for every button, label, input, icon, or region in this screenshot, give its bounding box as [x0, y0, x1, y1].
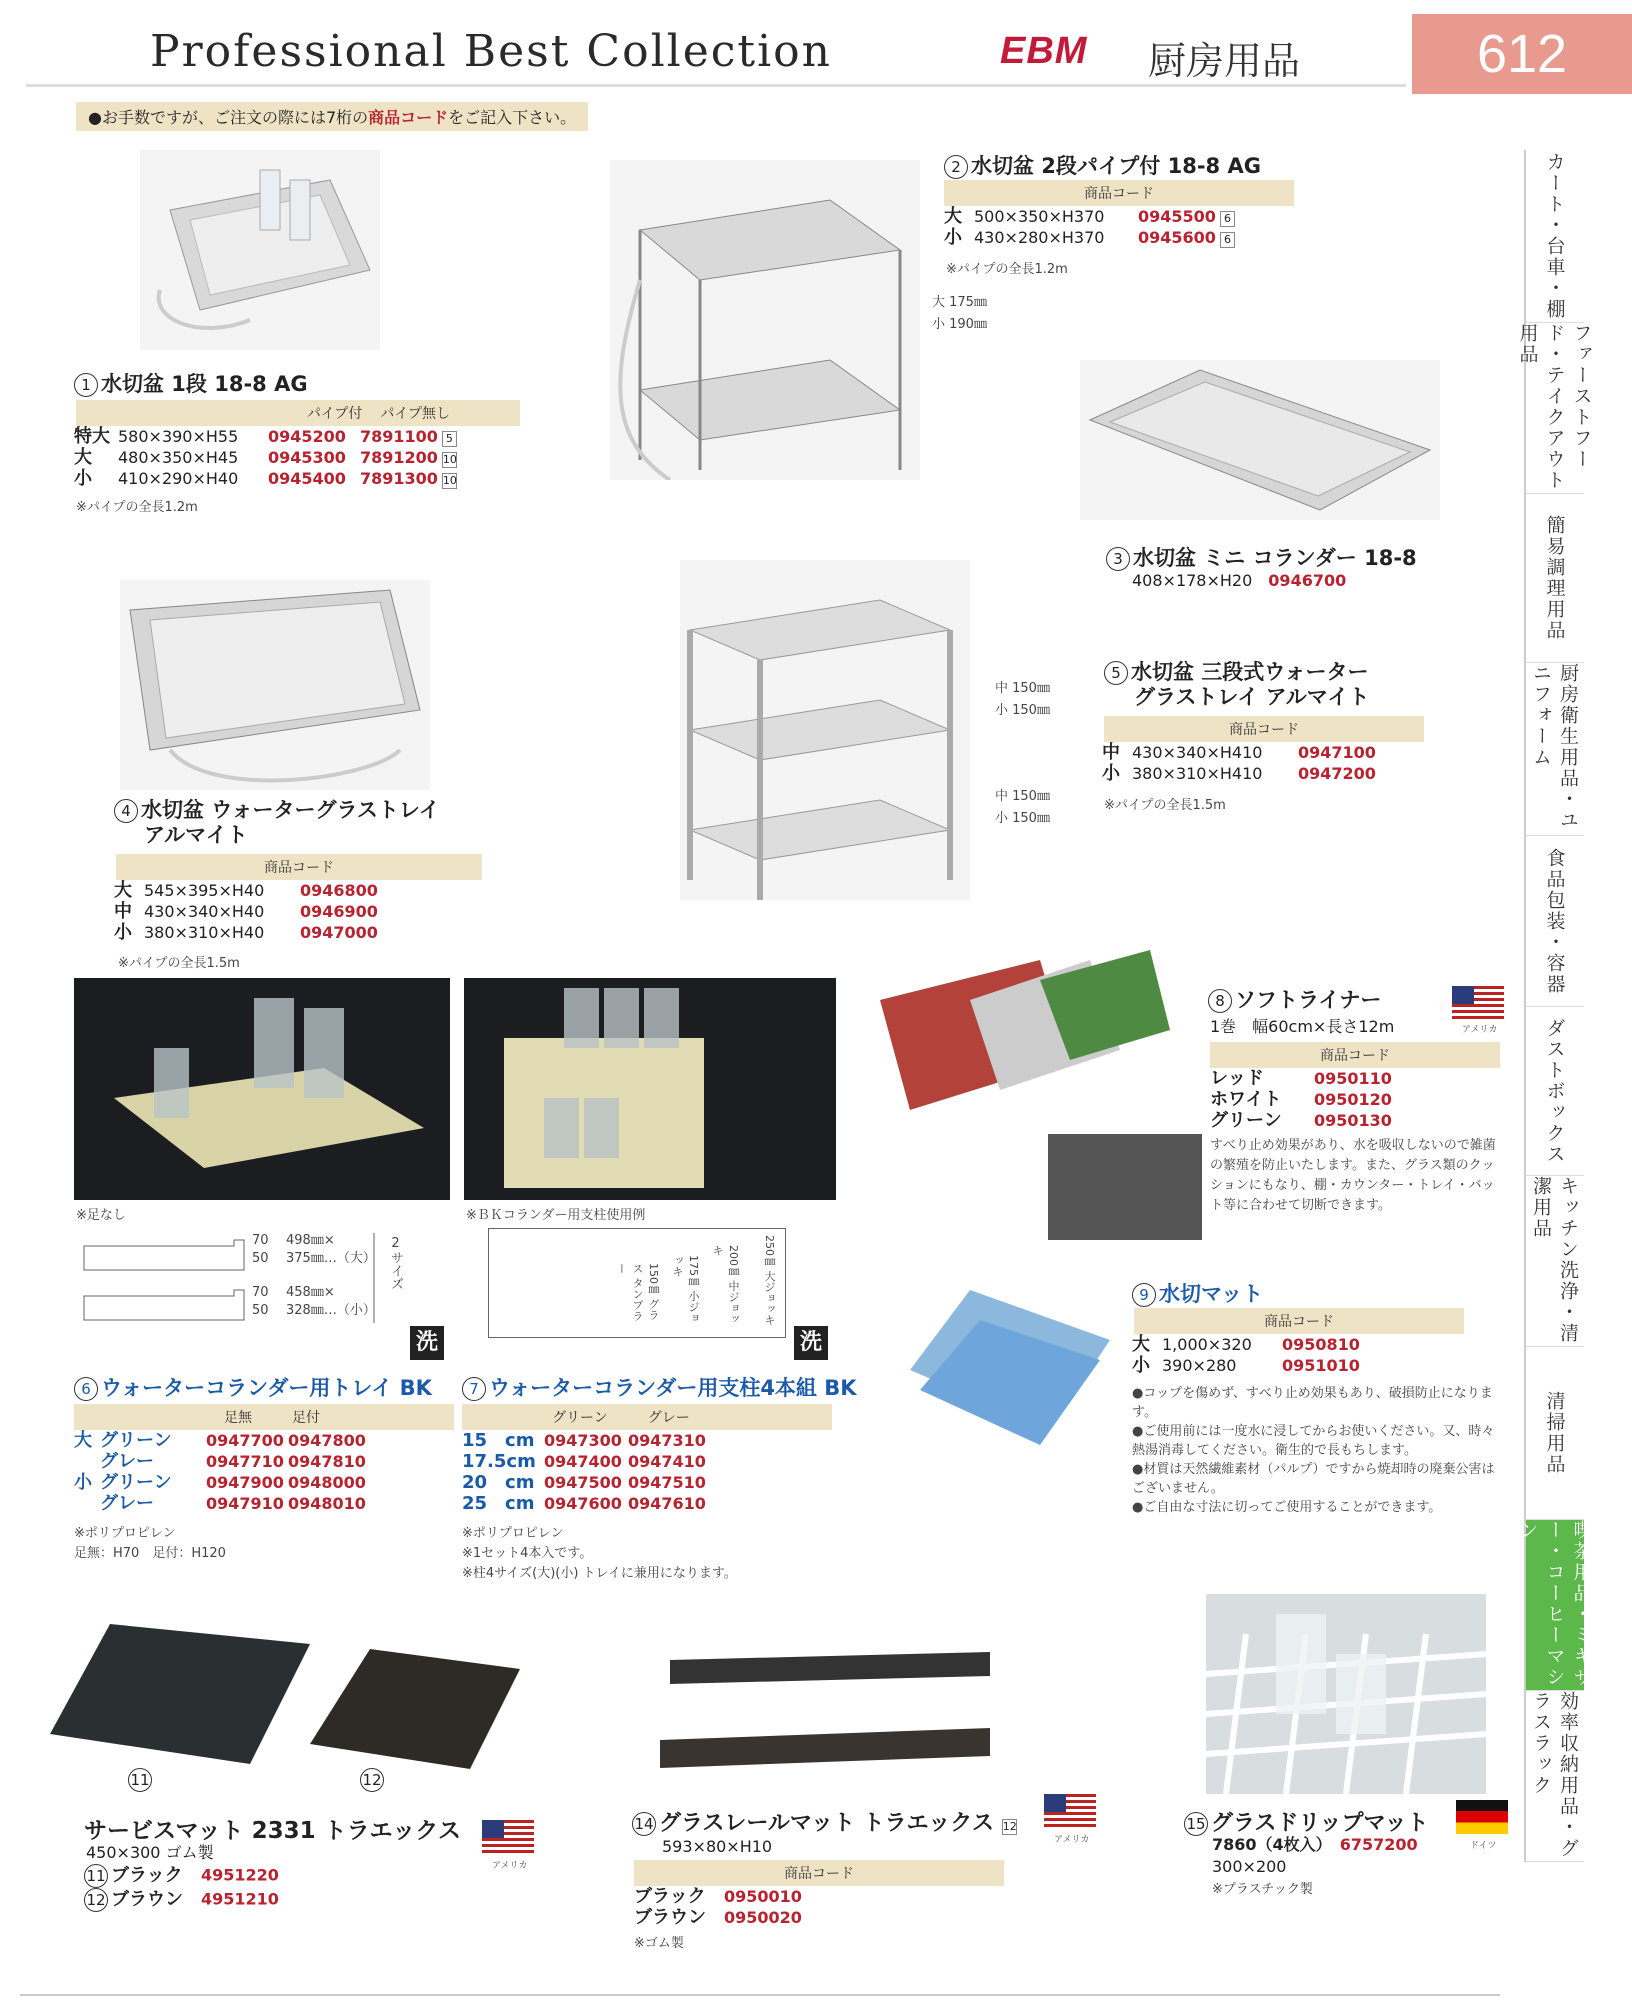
table-row — [462, 1451, 706, 1472]
page-header-title: Professional Best Collection — [150, 26, 832, 77]
product-code: 7891200 — [359, 448, 438, 467]
dimension: 410×290×H40 — [118, 469, 239, 488]
table-row — [944, 227, 1235, 248]
dimension: 545×395×H40 — [144, 881, 265, 900]
table-row — [74, 1451, 366, 1472]
sidebar-tab[interactable]: 清掃用品 — [1526, 1347, 1584, 1520]
table-row — [74, 1472, 366, 1493]
product-5-gap-lower: 中 150㎜ 小 150㎜ — [995, 789, 1050, 826]
product-5-table — [1102, 742, 1376, 784]
product-4-title: 4 水切盆 ウォーターグラストレイ アルマイト — [114, 798, 440, 848]
product-9-table — [1132, 1334, 1360, 1376]
product-7-photo-caption: ※ＢＫコランダー用支柱使用例 — [466, 1208, 646, 1223]
footer-divider — [20, 1994, 1500, 1996]
product-14-table — [634, 1886, 802, 1928]
product-code: 0950130 — [1314, 1111, 1392, 1130]
product-5-gap-upper: 中 150㎜ 小 150㎜ — [995, 681, 1050, 718]
product-14-note: ※ゴム製 — [634, 1936, 684, 1951]
dimension: 480×350×H45 — [118, 448, 239, 467]
dimension: 380×310×H410 — [1132, 764, 1263, 783]
table-row — [1210, 1089, 1392, 1110]
washable-badge-6: 洗 — [410, 1326, 444, 1360]
product-code: 0947800 — [287, 1431, 366, 1450]
size-label: 小 — [74, 1472, 92, 1493]
case-quantity: 6 — [1220, 232, 1235, 248]
color-label: グレー — [100, 1451, 154, 1472]
dimension: 500×350×H370 — [974, 207, 1105, 226]
product-code: 0951010 — [1282, 1356, 1360, 1375]
usa-flag-icon — [1452, 986, 1504, 1020]
size-label: 大 — [114, 880, 132, 901]
product-code: 0947100 — [1298, 743, 1376, 762]
product-1-note: ※パイプの全長1.2m — [76, 500, 198, 515]
product-14-origin: アメリカ — [1054, 1835, 1090, 1845]
size-label: 小 — [944, 227, 962, 248]
table-row — [84, 1864, 279, 1888]
size-label: 大 — [1132, 1334, 1150, 1355]
number-badge: 11 — [84, 1864, 108, 1888]
product-15-origin: ドイツ — [1470, 1841, 1497, 1851]
size-label: 大 — [74, 1430, 92, 1451]
dimension: 1,000×320 — [1162, 1335, 1252, 1354]
sidebar-tab[interactable]: 喫茶用品・ミキサー・コーヒーマシン — [1526, 1520, 1584, 1691]
product-code: 0950120 — [1314, 1090, 1392, 1109]
product-7-notes: ※ポリプロピレン ※1セット4本入です。 ※柱4サイズ(大)(小) トレイに兼用になります。 — [462, 1526, 737, 1581]
sidebar-tab[interactable]: 厨房衛生用品・ユニフォーム — [1526, 663, 1584, 836]
size-label: 小 — [74, 468, 92, 489]
number-badge: 12 — [84, 1888, 108, 1912]
size-label: 20 cm — [462, 1472, 535, 1493]
product-code: 0947300 — [544, 1431, 622, 1450]
sidebar-tab[interactable]: ファーストフード・テイクアウト用品 — [1526, 323, 1584, 494]
table-row — [1102, 742, 1376, 763]
product-4-image — [120, 580, 430, 790]
product-code: 0947810 — [287, 1452, 366, 1471]
product-6-title: 6 ウォーターコランダー用トレイ BK — [74, 1372, 432, 1402]
case-quantity: 10 — [442, 453, 457, 466]
size-label: 特大 — [74, 426, 110, 447]
page-number: 612 — [1412, 14, 1632, 94]
product-9-image — [900, 1280, 1120, 1450]
product-12-image — [310, 1644, 530, 1774]
product-code: 0950810 — [1282, 1335, 1360, 1354]
product-code: 0946800 — [300, 881, 378, 900]
product-8-usage-photo — [1048, 1134, 1202, 1240]
table-row — [74, 447, 457, 468]
product-2-code-header: 商品コード — [944, 180, 1294, 206]
product-code: 0947400 — [544, 1452, 622, 1471]
color-label: グリーン — [100, 1430, 172, 1451]
product-11-table — [84, 1864, 279, 1912]
product-4-code-header: 商品コード — [116, 854, 482, 880]
product-code: 0945400 — [268, 469, 346, 488]
table-row — [74, 1430, 366, 1451]
product-1-table — [74, 426, 457, 489]
product-2-table — [944, 206, 1235, 248]
color-label: グリーン — [100, 1472, 172, 1493]
product-14-code-header: 商品コード — [634, 1860, 1004, 1886]
product-code: 0945600 — [1138, 228, 1216, 247]
color-label: レッド — [1210, 1068, 1264, 1089]
table-row — [1210, 1110, 1392, 1131]
table-row — [1210, 1068, 1392, 1089]
size-label: 大 — [944, 206, 962, 227]
product-code: 0947500 — [544, 1473, 622, 1492]
product-14-spec: 593×80×H10 — [662, 1837, 773, 1856]
color-label: ホワイト — [1210, 1089, 1282, 1110]
product-12-label: 12 — [360, 1768, 387, 1792]
product-code: 0947510 — [627, 1473, 706, 1492]
table-row — [944, 206, 1235, 227]
product-2-gap: 大 175㎜ 小 190㎜ — [932, 295, 987, 332]
size-label: 小 — [1132, 1355, 1150, 1376]
color-label: ブラウン — [634, 1907, 706, 1928]
color-label: ブラック — [634, 1886, 706, 1907]
product-code: 0946900 — [300, 902, 378, 921]
product-15-image — [1206, 1594, 1486, 1794]
sidebar-tab[interactable]: ダストボックス — [1526, 1007, 1584, 1176]
color-label: ブラック — [111, 1864, 183, 1886]
product-2-note: ※パイプの全長1.2m — [946, 262, 1068, 277]
usa-flag-icon — [482, 1820, 534, 1854]
dimension: 380×310×H40 — [144, 923, 265, 942]
table-row — [74, 1493, 366, 1514]
product-7-photo — [464, 978, 836, 1200]
product-15-title: 15 グラスドリップマット — [1184, 1806, 1429, 1837]
color-label: ブラウン — [111, 1888, 183, 1910]
table-row — [84, 1888, 279, 1912]
product-1-image — [140, 150, 380, 350]
category-sidebar — [1516, 150, 1593, 1862]
product-7-title: 7 ウォーターコランダー用支柱4本組 BK — [462, 1372, 857, 1402]
product-code: 4951210 — [201, 1889, 279, 1909]
header-divider — [26, 84, 1406, 87]
order-notice: ●お手数ですが、ご注文の際には7桁の商品コードをご記入下さい。 — [76, 102, 588, 131]
product-5-code-header: 商品コード — [1104, 716, 1424, 742]
product-code: 0947710 — [206, 1452, 284, 1471]
product-9-title: 9 水切マット — [1132, 1278, 1263, 1308]
product-5-title: 5 水切盆 三段式ウォーター グラストレイ アルマイト — [1104, 660, 1369, 710]
size-label: 17.5cm — [462, 1451, 536, 1472]
usa-flag-icon — [1044, 1794, 1096, 1828]
product-code: 0947700 — [206, 1431, 284, 1450]
product-8-table — [1210, 1068, 1392, 1131]
product-code: 0947910 — [206, 1494, 284, 1513]
product-6-code-header: 足無 足付 — [74, 1404, 454, 1430]
sidebar-tab[interactable]: 簡易調理用品 — [1526, 494, 1584, 663]
table-row — [1102, 763, 1376, 784]
dimension: 390×280 — [1162, 1356, 1237, 1375]
product-4-table — [114, 880, 378, 943]
dimension: 580×390×H55 — [118, 427, 239, 446]
size-label: 小 — [114, 922, 132, 943]
product-6-table — [74, 1430, 366, 1514]
table-row — [1132, 1334, 1360, 1355]
product-code: 0947610 — [627, 1494, 706, 1513]
product-7-code-header: グリーン グレー — [462, 1404, 832, 1430]
product-code: 0945200 — [268, 427, 346, 446]
product-code: 0945300 — [268, 448, 346, 467]
table-row — [74, 426, 457, 447]
product-14-title: 14 グラスレールマット トラエックス 12 — [632, 1806, 1017, 1837]
table-row — [114, 922, 378, 943]
category-title: 厨房用品 — [1148, 39, 1301, 83]
product-15-spec: 300×200 — [1212, 1857, 1287, 1876]
dimension: 430×340×H410 — [1132, 743, 1263, 762]
product-code: 4951220 — [201, 1865, 279, 1885]
product-11-image — [50, 1614, 320, 1774]
product-15-model-row: 7860（4枚入） 6757200 — [1212, 1835, 1418, 1854]
product-8-origin: アメリカ — [1462, 1025, 1498, 1035]
size-label: 小 — [1102, 763, 1120, 784]
table-row — [634, 1907, 802, 1928]
product-1-code-header: パイプ付 パイプ無し — [76, 400, 520, 426]
size-label: 15 cm — [462, 1430, 535, 1451]
product-code: 0948010 — [287, 1494, 366, 1513]
case-quantity: 5 — [442, 431, 457, 447]
brand-logo: EBM — [1000, 30, 1088, 72]
product-code: 0950110 — [1314, 1069, 1392, 1088]
product-4-note: ※パイプの全長1.5m — [118, 956, 240, 971]
product-5-note: ※パイプの全長1.5m — [1104, 798, 1226, 813]
product-6-photo-caption: ※足なし — [76, 1208, 126, 1223]
product-8-code-header: 商品コード — [1210, 1042, 1500, 1068]
product-7-table — [462, 1430, 706, 1514]
product-code: 0948000 — [287, 1473, 366, 1492]
product-code: 0945500 — [1138, 207, 1216, 226]
product-code: 0947410 — [627, 1452, 706, 1471]
product-7-size-diagram: 250㎜ 大ジョッキ 200㎜ 中ジョッキ 175㎜ 小ジョッキ 150㎜ グラス タンブラー — [488, 1228, 786, 1338]
product-8-image — [870, 940, 1170, 1120]
product-8-title: 8 ソフトライナー — [1208, 984, 1381, 1014]
product-3-image — [1080, 360, 1440, 520]
table-row — [74, 468, 457, 489]
product-5-image — [680, 560, 970, 900]
color-label: グレー — [100, 1493, 154, 1514]
table-row — [462, 1430, 706, 1451]
product-2-title: 2 水切盆 2段パイプ付 18-8 AG — [944, 150, 1261, 180]
product-code: 0947600 — [544, 1494, 622, 1513]
case-quantity: 6 — [1220, 211, 1235, 227]
size-label: 25 cm — [462, 1493, 535, 1514]
product-code: 0947900 — [206, 1473, 284, 1492]
product-1-title: 1 水切盆 1段 18-8 AG — [74, 368, 308, 398]
sidebar-tab[interactable]: 食品包装・容器 — [1526, 836, 1584, 1007]
product-code: 7891300 — [359, 469, 438, 488]
dimension: 430×280×H370 — [974, 228, 1105, 247]
size-label: 中 — [1102, 742, 1120, 763]
sidebar-tab[interactable]: キッチン洗浄・清潔用品 — [1526, 1176, 1584, 1347]
product-6-size-diagram: 70 50 498㎜× 375㎜…（大） 70 50 458㎜× 328㎜…（小） 2サイズ — [74, 1228, 420, 1328]
product-code: 0950010 — [724, 1887, 802, 1906]
product-code: 0950020 — [724, 1908, 802, 1927]
product-11-origin: アメリカ — [492, 1861, 528, 1871]
product-11-label: 11 — [128, 1768, 155, 1792]
dimension: 430×340×H40 — [144, 902, 265, 921]
table-row — [114, 901, 378, 922]
product-6-notes: ※ポリプロピレン 足無：H70 足付：H120 — [74, 1526, 226, 1561]
product-code: 0947310 — [627, 1431, 706, 1450]
sidebar-tab[interactable]: 効率収納用品・グラスラック — [1526, 1691, 1584, 1862]
size-label: 中 — [114, 901, 132, 922]
product-14-image — [650, 1640, 1000, 1800]
germany-flag-icon — [1456, 1800, 1508, 1834]
product-9-notes: ●コップを傷めず、すべり止め効果もあり、破損防止になります。 ●ご使用前には一度水に浸してからお使いください。又、時々熱湯消毒してください。衛生的で長もちします。 ●材質は天然繊維素材（パルプ）ですから焼却時の廃棄公害はございません。 ●ご自由な寸法に切ってご使用することができます。 — [1132, 1386, 1495, 1515]
product-15-note: ※プラスチック製 — [1212, 1882, 1313, 1897]
product-11-title: サービスマット 2331 トラエックス — [84, 1818, 461, 1844]
product-8-description: すべり止め効果があり、水を吸収しないので雑菌の繁殖を防止いたします。また、グラス類のクッションにもなり、棚・カウンター・トレイ・バット等に合わせて切断できます。 — [1210, 1138, 1496, 1213]
product-3-spec: 408×178×H20 0946700 — [1132, 571, 1347, 590]
product-6-photo — [74, 978, 450, 1200]
product-code: 7891100 — [359, 427, 438, 446]
product-8-spec: 1巻 幅60cm×長さ12m — [1210, 1017, 1395, 1036]
table-row — [462, 1472, 706, 1493]
table-row — [1132, 1355, 1360, 1376]
case-quantity: 10 — [442, 474, 457, 487]
product-code: 0947000 — [300, 923, 378, 942]
color-label: グリーン — [1210, 1110, 1282, 1131]
table-row — [114, 880, 378, 901]
product-2-image — [610, 160, 920, 480]
washable-badge-7: 洗 — [794, 1326, 828, 1360]
product-3-title: 3 水切盆 ミニ コランダー 18-8 — [1106, 542, 1417, 572]
size-label: 大 — [74, 447, 92, 468]
product-11-spec: 450×300 ゴム製 — [86, 1843, 214, 1862]
sidebar-tab[interactable]: カート・台車・棚 — [1526, 150, 1584, 323]
product-9-code-header: 商品コード — [1134, 1308, 1464, 1334]
table-row — [462, 1493, 706, 1514]
table-row — [634, 1886, 802, 1907]
product-code: 0947200 — [1298, 764, 1376, 783]
